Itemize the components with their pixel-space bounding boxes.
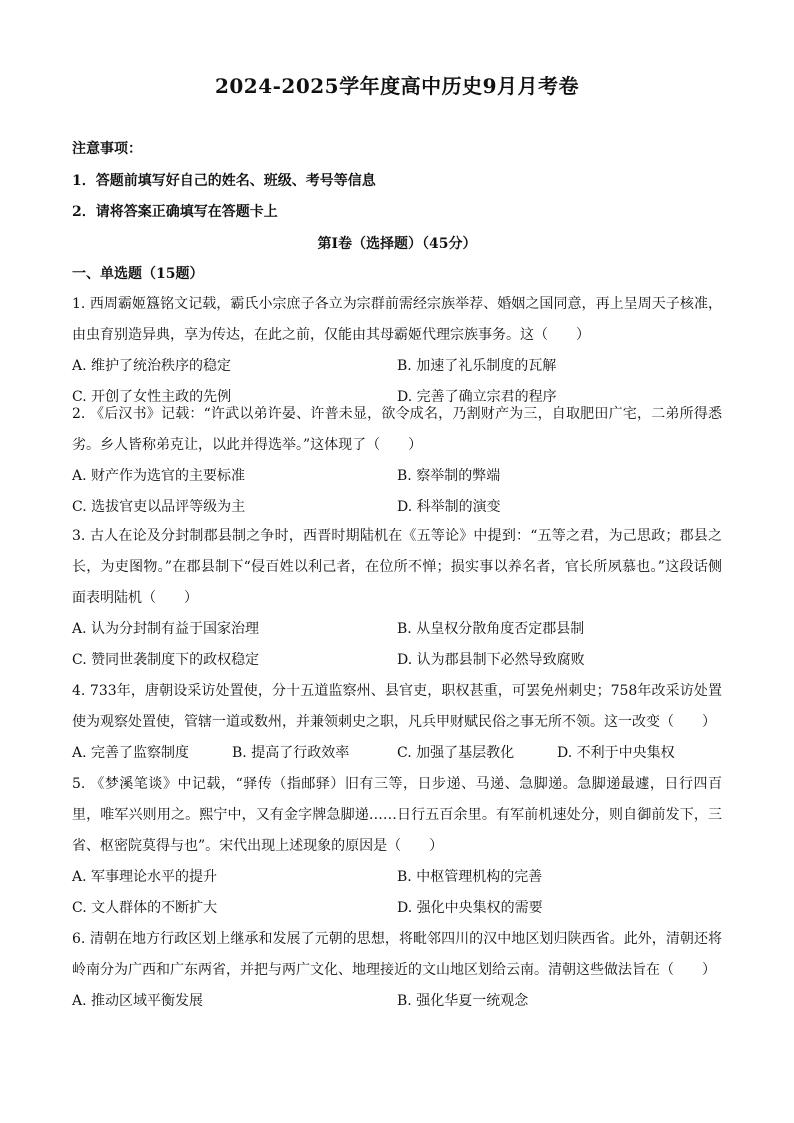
option-a[interactable]: A. 军事理论水平的提升 — [72, 869, 218, 885]
notice-item-1: 1．答题前填写好自己的姓名、班级、考号等信息 — [72, 173, 376, 189]
question-stem: 1. 西周霸姬簋铭文记载，霸氏小宗庶子各立为宗群前需经宗族举荐、婚姻之国同意，再上呈周天子核准，由虫育别造异典，享为传达，在此之前，仅能由其母霸姬代理宗族事务。这（ ） — [72, 296, 722, 343]
question-stem: 6. 清朝在地方行政区划上继承和发展了元朝的思想，将毗邻四川的汉中地区划归陕西省。此外，清朝还将岭南分为广西和广东两省，并把与两广文化、地理接近的文山地区划给云南。清朝这些做法旨在（ ） — [72, 931, 722, 978]
option-b[interactable]: B. 中枢管理机构的完善 — [397, 869, 543, 885]
question-6 — [72, 924, 722, 1017]
section-title: 第Ⅰ卷（选择题）（45分） — [317, 236, 477, 252]
option-c[interactable]: C. 加强了基层教化 — [397, 745, 515, 761]
question-4 — [72, 676, 722, 769]
part-title: 一、单选题（15题） — [72, 266, 204, 282]
question-2 — [72, 399, 722, 523]
option-a[interactable]: A. 财产作为选官的主要标准 — [72, 468, 246, 484]
question-5 — [72, 769, 722, 924]
option-b[interactable]: B. 加速了礼乐制度的瓦解 — [397, 358, 557, 374]
notice-item-2: 2．请将答案正确填写在答题卡上 — [72, 204, 278, 220]
option-d[interactable]: D. 认为郡县制下必然导致腐败 — [397, 652, 585, 668]
question-options — [72, 738, 722, 769]
question-options — [72, 461, 722, 523]
option-d[interactable]: D. 强化中央集权的需要 — [397, 900, 543, 916]
option-a[interactable]: A. 完善了监察制度 — [72, 745, 190, 761]
option-c[interactable]: C. 赞同世袭制度下的政权稳定 — [72, 652, 260, 668]
option-a[interactable]: A. 认为分封制有益于国家治理 — [72, 621, 260, 637]
option-b[interactable]: B. 提高了行政效率 — [232, 745, 350, 761]
question-1 — [72, 289, 722, 413]
option-b[interactable]: B. 察举制的弊端 — [397, 468, 501, 484]
question-stem: 4. 733年，唐朝设采访处置使，分十五道监察州、县官吏，职权甚重，可罢免州刺史；758年改采访处置使为观察处置使，管辖一道或数州，并兼领刺史之职，凡兵甲财赋民俗之事无所不领。这一改变（ ） — [72, 683, 722, 730]
question-options — [72, 986, 722, 1017]
option-a[interactable]: A. 推动区域平衡发展 — [72, 993, 204, 1009]
option-c[interactable]: C. 选拔官吏以品评等级为主 — [72, 499, 246, 515]
question-options — [72, 862, 722, 924]
option-c[interactable]: C. 文人群体的不断扩大 — [72, 900, 218, 916]
question-stem: 2. 《后汉书》记载：“许武以弟许晏、许普未显，欲令成名，乃割财产为三，自取肥田广宅，二弟所得悉劣。乡人皆称弟克让，以此并得选举。”这体现了（ ） — [72, 406, 722, 453]
question-stem: 5. 《梦溪笔谈》中记载，“驿传（指邮驿）旧有三等，日步递、马递、急脚递。急脚递最遽，日行四百里，唯军兴则用之。熙宁中，又有金字牌急脚递……日行五百余里。有军前机速处分，则自御前发下，三省、枢密院莫得与也”。宋代出现上述现象的原因是（ ） — [72, 776, 722, 854]
option-b[interactable]: B. 强化华夏一统观念 — [397, 993, 529, 1009]
option-d[interactable]: D. 完善了确立宗君的程序 — [397, 389, 557, 405]
option-b[interactable]: B. 从皇权分散角度否定郡县制 — [397, 621, 585, 637]
option-d[interactable]: D. 科举制的演变 — [397, 499, 501, 515]
notice-heading: 注意事项： — [72, 141, 142, 157]
question-3 — [72, 521, 722, 676]
question-stem: 3. 古人在论及分封制郡县制之争时，西晋时期陆机在《五等论》中提到：“五等之君，为己思政；郡县之长，为吏图物。”在郡县制下“侵百姓以利己者，在位所不惮；损实事以养名者，官长所夙慕也。”这段话侧面表明陆机（ ） — [72, 528, 722, 606]
option-d[interactable]: D. 不利于中央集权 — [557, 745, 675, 761]
exam-title: 2024-2025学年度高中历史9月月考卷 — [214, 74, 580, 98]
option-c[interactable]: C. 开创了女性主政的先例 — [72, 389, 232, 405]
option-a[interactable]: A. 维护了统治秩序的稳定 — [72, 358, 232, 374]
question-options — [72, 614, 722, 676]
